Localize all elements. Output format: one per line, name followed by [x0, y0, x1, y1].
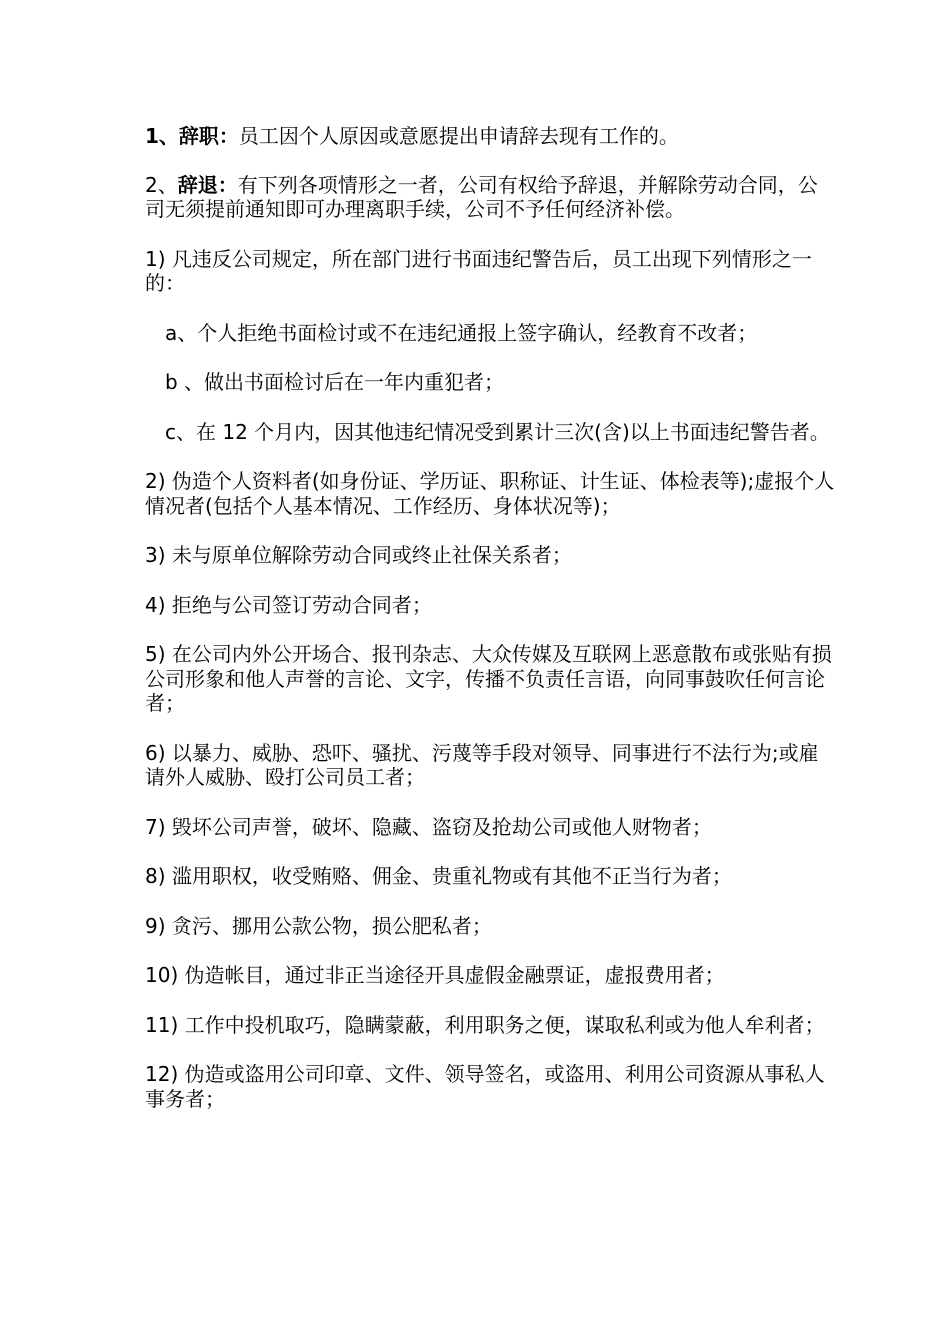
document-body	[145, 124, 835, 1136]
item-number: 1、	[145, 124, 179, 148]
sub-item-b: b 、做出书面检讨后在一年内重犯者；	[165, 370, 505, 394]
list-item: 11) 工作中投机取巧，隐瞒蒙蔽，利用职务之便，谋取私利或为他人牟利者；	[145, 1012, 825, 1037]
list-item: 7) 毁坏公司声誉，破坏、隐藏、盗窃及抢劫公司或他人财物者；	[145, 814, 712, 839]
sub-item-a: a、个人拒绝书面检讨或不在违纪通报上签字确认，经教育不改者；	[165, 320, 758, 345]
list-item: 12) 伪造或盗用公司印章、文件、领导签名，或盗用、利用公司资源从事私人事务者；	[145, 1062, 825, 1111]
list-item: 9) 贪污、挪用公款公物，损公肥私者；	[145, 913, 492, 938]
definition-text: 员工因个人原因或意愿提出申请辞去现有工作的。	[238, 124, 679, 148]
term-resignation: 辞职：	[178, 124, 239, 148]
list-item: 4) 拒绝与公司签订劳动合同者；	[145, 592, 432, 617]
list-item: 10) 伪造帐目，通过非正当途径开具虚假金融票证，虚报费用者；	[145, 963, 725, 987]
term-dismissal: 辞退：	[177, 172, 238, 197]
list-item: 2) 伪造个人资料者(如身份证、学历证、职称证、计生证、体检表等);虚报个人情况者(包括个人基本情况、工作经历、身体状况等)；	[145, 469, 835, 518]
list-item: 6) 以暴力、威胁、恐吓、骚扰、污蔑等手段对领导、同事进行不法行为;或雇请外人威胁、殴打公司员工者；	[145, 740, 819, 789]
paragraph-dismissal	[145, 173, 835, 222]
definition-text: 有下列各项情形之一者，公司有权给予辞退，并解除劳动合同，公司无须提前通知即可办理离职手续，公司不予任何经济补偿。	[145, 172, 818, 221]
list-item: 5) 在公司内外公开场合、报刊杂志、大众传媒及互联网上恶意散布或张贴有损公司形象和他人声誉的言论、文字，传播不负责任言语，向同事鼓吹任何言论者；	[145, 642, 832, 715]
sub-item-c: c、在 12 个月内，因其他违纪情况受到累计三次(含)以上书面违纪警告者。	[165, 419, 830, 444]
list-item: 1) 凡违反公司规定，所在部门进行书面违纪警告后，员工出现下列情形之一的：	[145, 246, 812, 295]
item-number: 2、	[145, 172, 178, 197]
list-item: 8) 滥用职权，收受贿赂、佣金、贵重礼物或有其他不正当行为者；	[145, 864, 732, 888]
paragraph-resignation	[145, 124, 835, 149]
list-item: 3) 未与原单位解除劳动合同或终止社保关系者；	[145, 543, 572, 567]
